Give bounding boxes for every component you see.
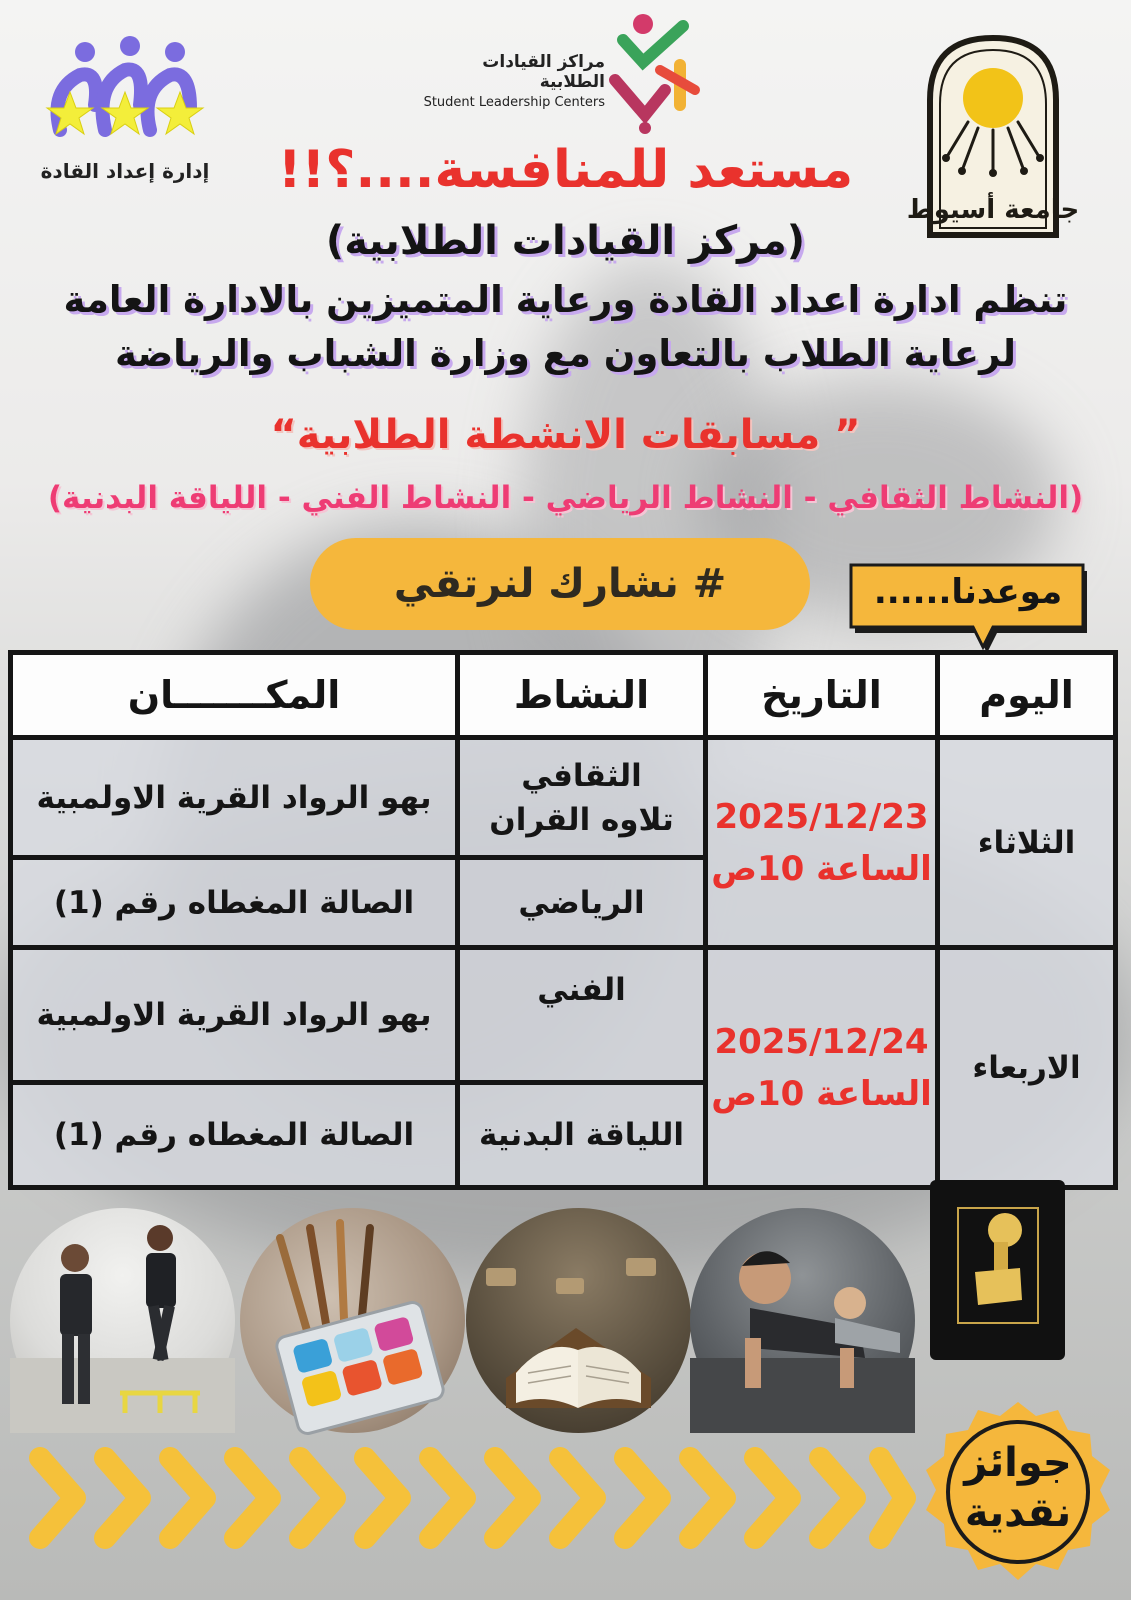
- day-cell: [935, 735, 1118, 950]
- hashtag-text: # نشارك لنرتقي: [393, 561, 727, 607]
- header-place-label: المكـــــــان: [127, 673, 341, 717]
- prize-line-1: جوائز: [964, 1440, 1072, 1486]
- header-date-label: التاريخ: [761, 673, 882, 717]
- appointment-label: موعدنا......: [873, 572, 1063, 612]
- golden-microphone-icon: [930, 1180, 1065, 1360]
- time-value: الساعة 10ص: [711, 1073, 932, 1114]
- place-label: بهو الرواد القرية الاولمبية: [36, 779, 432, 816]
- organizer-line-2: لرعاية الطلاب بالتعاون مع وزارة الشباب والرياضة: [114, 332, 1016, 375]
- hashtag-pill: [310, 538, 810, 630]
- header-activity: [455, 650, 708, 740]
- header-day-label: اليوم: [979, 673, 1074, 717]
- organizer-text: [0, 273, 1131, 381]
- activity-cell: [455, 855, 708, 950]
- day-cell: [935, 945, 1118, 1190]
- place-cell: [8, 735, 460, 860]
- activity-sub-label: تلاوه القران: [489, 801, 674, 838]
- header-date: [703, 650, 940, 740]
- leadership-centers-name-en: Student Leadership Centers: [423, 95, 605, 110]
- prize-line-2: نقدية: [964, 1490, 1072, 1536]
- competition-title: ” مسابقات الانشطة الطلابية“: [270, 412, 861, 458]
- header-day: [935, 650, 1118, 740]
- place-label: الصالة المغطاه رقم (1): [53, 884, 415, 921]
- place-label: الصالة المغطاه رقم (1): [53, 1117, 415, 1153]
- activity-cell: [455, 945, 708, 1085]
- activity-cell: [455, 735, 708, 860]
- place-label: بهو الرواد القرية الاولمبية: [36, 997, 432, 1033]
- activity-label: الثقافي: [521, 757, 642, 794]
- organizer-line-1: تنظم ادارة اعداد القادة ورعاية المتميزين بالادارة العامة: [63, 278, 1068, 321]
- activity-cell: [455, 1080, 708, 1190]
- leaders-prep-logo-caption: إدارة إعداد القادة: [40, 159, 210, 183]
- activity-list: (النشاط الثقافي - النشاط الرياضي - النشاط الفني - اللياقة البدنية): [47, 480, 1084, 516]
- day-label: الثلاثاء: [977, 824, 1076, 861]
- date-cell: [703, 735, 940, 950]
- date-cell: [703, 945, 940, 1190]
- date-value: 2025/12/23: [714, 796, 929, 837]
- leadership-centers-name-ar: مراكز القيادات الطلابية: [482, 52, 605, 92]
- pushup-workout-photo: [690, 1208, 915, 1433]
- headline: مستعد للمنافسة....؟!!: [277, 140, 854, 200]
- assiut-seal-text: جامعة أسيوط: [906, 195, 1080, 225]
- schedule-table: [8, 650, 1118, 1190]
- activity-label: اللياقة البدنية: [478, 1117, 685, 1153]
- chevron-arrows-decoration: [25, 1438, 915, 1558]
- day-label: الاربعاء: [972, 1049, 1081, 1086]
- center-name: (مركز القيادات الطلابية): [325, 218, 806, 264]
- cash-prize-badge: [918, 1400, 1118, 1585]
- microphone-badge: [930, 1180, 1065, 1360]
- header-place: [8, 650, 460, 740]
- activity-label: الرياضي: [518, 884, 645, 921]
- art-supplies-photo: [240, 1208, 465, 1433]
- assiut-university-seal: [906, 30, 1080, 240]
- time-value: الساعة 10ص: [711, 848, 932, 889]
- header-activity-label: النشاط: [513, 673, 650, 717]
- place-cell: [8, 855, 460, 950]
- fitness-training-photo: [10, 1208, 235, 1433]
- activity-label: الفني: [537, 972, 626, 1008]
- leadership-centers-logo: [420, 10, 700, 135]
- place-cell: [8, 1080, 460, 1190]
- date-value: 2025/12/24: [714, 1021, 929, 1062]
- place-cell: [8, 945, 460, 1085]
- quran-reading-photo: [466, 1208, 691, 1433]
